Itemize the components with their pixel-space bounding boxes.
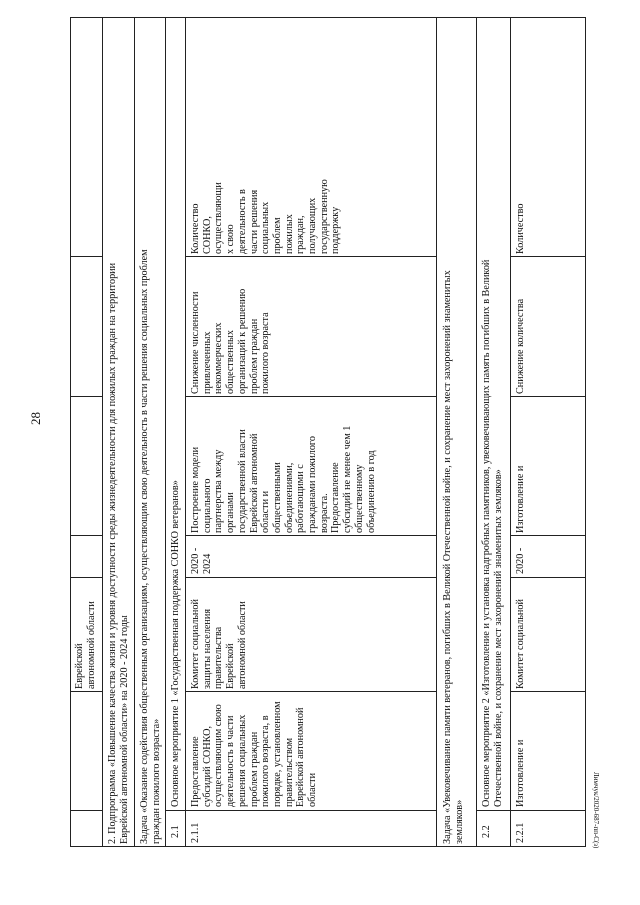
responsible-executor: Комитет социальной защиты населения правительства Еврейской автономной области [190,599,248,689]
col-divider [70,535,102,536]
col-divider [185,256,436,257]
document-stamp: Лимчук/2020-687-пп-С(з) [592,772,600,849]
col-divider [510,577,586,578]
col-divider [510,396,586,397]
col-divider [70,256,102,257]
row-divider [510,17,511,847]
col-divider [70,396,102,397]
measure-number: 2.2 [481,825,492,838]
col-divider [510,256,586,257]
task-heading: Задача «Увековечивание памяти ветеранов, погибших в Великой Отечественной войне, и сохранение мест захоронений знаменитых земляков» [442,270,465,844]
target-indicator: Количество СОНКО, осуществляющи х свою деятельность в части решения социальных проблем пожилых граждан, получающих государственную поддержку [190,179,342,254]
col-divider [185,691,436,692]
col-divider [510,535,586,536]
implementation-period: 2020 - 2024 [190,547,213,574]
col-divider [185,535,436,536]
measure-title: Основное мероприятие 2 «Изготовление и установка надгробных памятников, увековечивающих память погибших в Великой Отечественной войне, и сохранение мест захоронений знаменитых земляков» [481,259,504,807]
executor-cell: Еврейской автономной области [74,601,97,689]
implementation-period: 2020 - [515,547,526,574]
row-number: 2.1.1 [190,822,201,843]
non-implementation-consequence: Снижение численности привлеченных некоммерческих общественных организаций к решению проблем граждан пожилого возраста [190,288,272,394]
subprogram-heading: 2. Подпрограмма «Повышение качества жизни и уровня доступности среды жизнедеятельности для пожилых граждан на территории Еврейской автономной области» на 2020 - 2024 годы [107,262,130,844]
row-divider [102,17,103,847]
row-divider [165,17,166,847]
non-implementation-consequence: Снижение количества [515,298,526,394]
task-heading: Задача «Оказание содействия общественным организациям, осуществляющим свою деятельность в части решения социальных проблем граждан пожилого возраста» [139,249,162,844]
col-divider [70,577,102,578]
expected-result: Изготовление и [515,465,526,533]
col-divider [476,810,510,811]
responsible-executor: Комитет социальной [515,599,526,689]
page-number: 28 [28,412,43,425]
col-divider [165,810,185,811]
col-divider [70,691,102,692]
col-divider [185,810,436,811]
activity-name: Изготовление и [515,739,526,807]
col-divider [70,810,102,811]
col-divider [510,691,586,692]
row-divider [476,17,477,847]
row-number: 2.2.1 [515,822,526,843]
col-divider [185,396,436,397]
row-divider [185,17,186,847]
measure-title: Основное мероприятие 1 «Государственная поддержка СОНКО ветеранов» [170,480,181,807]
expected-result: Построение модели социального партнерства между органами государственной власти Еврейской автономной области и общественными объединениями, работающими с гражданами пожилого возраста. Предоставление субсидий не менее чем 1 общественному объединению в год [190,425,377,533]
measure-number: 2.1 [170,825,181,838]
activity-name: Предоставление субсидий СОНКО, осуществляющим свою деятельность в части решения социальных проблем граждан пожилого возраста, в порядке, установленном правительством Еврейской автономной области [190,701,319,807]
row-divider [436,17,437,847]
target-indicator: Количество [515,203,526,254]
row-divider [134,17,135,847]
col-divider [185,577,436,578]
col-divider [510,810,586,811]
